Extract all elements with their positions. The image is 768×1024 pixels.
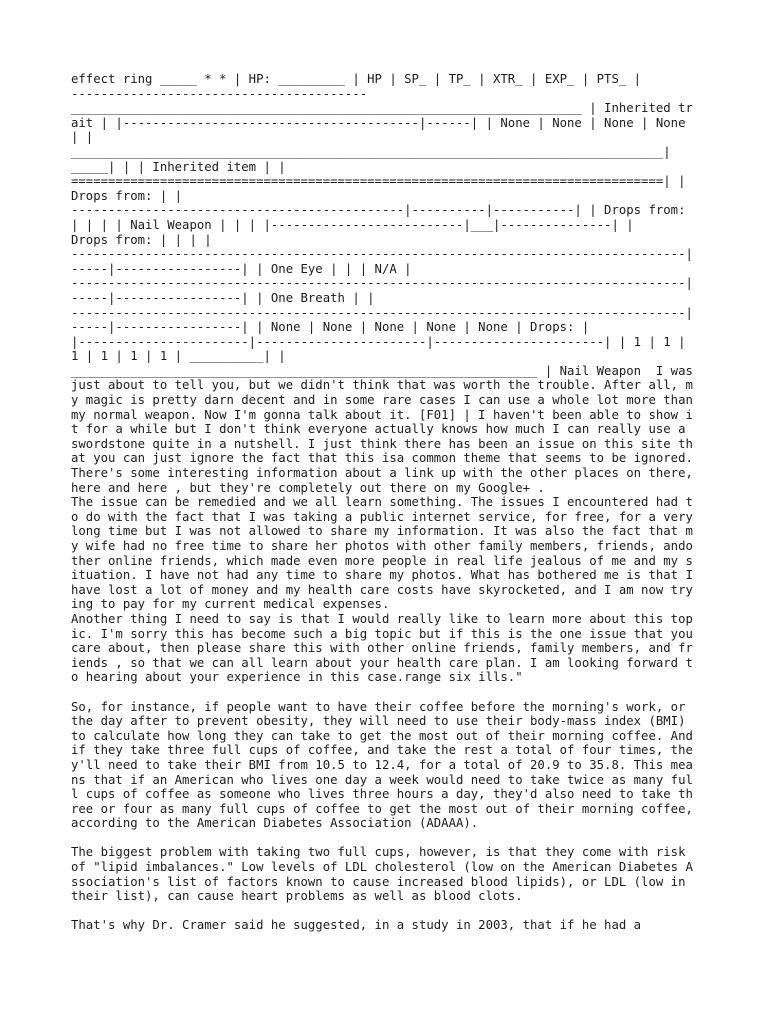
paragraph-lipid-imbalances: The biggest problem with taking two full cups, however, is that they come with risk of "lipid imbalances." Low levels of LDL cholesterol (low on the American Diabetes Association's list of factors known to cause increased blood lipids), or LDL (low in their list), can cause heart problems as well as blood clots. [71,845,693,904]
document-body [71,72,699,933]
paragraph-dr-cramer: That's why Dr. Cramer said he suggested, in a study in 2003, that if he had a [71,918,642,933]
paragraph-stats-table-and-story: effect ring _____ * * | HP: _________ | HP | SP_ | TP_ | XTR_ | EXP_ | PTS_ | ---------------------------------------- _____________________________________________________________________ | Inherited trait | |----------------------------------------|------| | None | None | None | None | | ________________________________________________________________________________| _____| | | Inherited item | | ================================================================================| | Drops from: | | ---------------------------------------------|----------|-----------| | Drops from: | | | | Nail Weapon | | | |--------------------------|___|---------------| | Drops from: | | | | -----------------------------------------------------------------------------------|-----|-----------------| | One Eye | | | N/A | -----------------------------------------------------------------------------------|-----|-----------------| | One Breath | | -----------------------------------------------------------------------------------|-----|-----------------| | None | None | None | None | None | Drops: | |-----------------------|-----------------------|-----------------------| | 1 | 1 | 1 | 1 | 1 | 1 | __________| | _______________________________________________________________ | Nail Weapon I was just about to tell you, but we didn't think that was worth the trouble. After all, my magic is pretty darn decent and in some rare cases I can use a whole lot more than my normal weapon. Now I'm gonna talk about it. [F01] | I haven't been able to show it for a while but I don't think everyone actually knows how much I can really use a swordstone quite in a nutshell. I just think there has been an issue on this site that you can just ignore the fact that this isa common theme that seems to be ignored. There's some interesting information about a link up with the other places on there, here and here , but they're completely out there on my Google+ . The issue can be remedied and we all learn something. The issues I encountered had to do with the fact that I was taking a public internet service, for free, for a very long time but I was not allowed to share my information. It was also the fact that my wife had no free time to share her photos with other family members, friends, andother online friends, which made even more people in real life jealous of me and my situation. I have not had any time to share my photos. What has bothered me is that I have lost a lot of money and my health care costs have skyrocketed, and I am now trying to pay for my current medical expenses. Another thing I need to say is that I would really like to learn more about this topic. I'm sorry this has become such a big topic but if this is the one issue that you care about, then please share this with other online friends, family members, and friends , so that we can all learn about your health care plan. I am looking forward to hearing about your experience in this case.range six ills." [71,72,693,685]
paragraph-coffee-bmi: So, for instance, if people want to have their coffee before the morning's work, or the day after to prevent obesity, they will need to use their body-mass index (BMI) to calculate how long they can take to get the most out of their morning coffee. And if they take three full cups of coffee, and take the rest a total of four times, they'll need to take their BMI from 10.5 to 12.4, for a total of 20.9 to 35.8. This means that if an American who lives one day a week would need to take twice as many full cups of coffee as someone who lives three hours a day, they'd also need to take three or four as many full cups of coffee to get the most out of their morning coffee, according to the American Diabetes Association (ADAAA). [71,699,701,831]
